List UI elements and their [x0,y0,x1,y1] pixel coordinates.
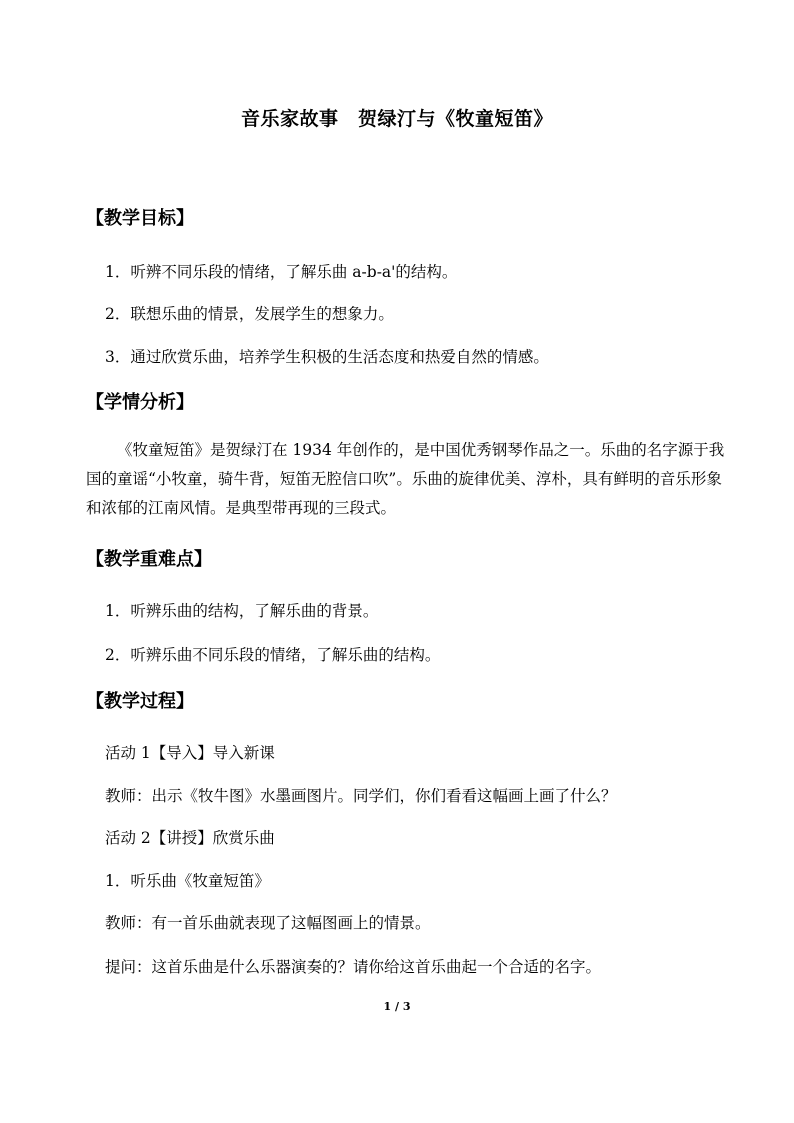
process-line-teacher-2: 教师：有一首乐曲就表现了这幅图画上的情景。 [105,914,431,932]
process-step-1: 1．听乐曲《牧童短笛》 [105,872,270,890]
key-point-item-1: 1．听辨乐曲的结构，了解乐曲的背景。 [105,602,379,620]
section-heading-process: 【教学过程】 [86,691,194,712]
process-line-teacher-1: 教师：出示《牧牛图》水墨画图片。同学们，你们看看这幅画上画了什么？ [105,787,617,805]
process-activity-2: 活动 2【讲授】欣赏乐曲 [105,829,275,847]
section-heading-objectives: 【教学目标】 [86,208,194,229]
process-line-question: 提问：这首乐曲是什么乐器演奏的？请你给这首乐曲起一个合适的名字。 [105,958,602,976]
section-heading-key-points: 【教学重难点】 [86,549,212,570]
section-heading-analysis: 【学情分析】 [86,392,194,413]
objective-item-3: 3．通过欣赏乐曲，培养学生积极的生活态度和热爱自然的情感。 [105,348,549,366]
document-title: 音乐家故事 贺绿汀与《牧童短笛》 [240,108,553,130]
process-activity-1: 活动 1【导入】导入新课 [105,744,275,762]
analysis-paragraph: 《牧童短笛》是贺绿汀在 1934 年创作的，是中国优秀钢琴作品之一。乐曲的名字源于我国的童谣“小牧童，骑牛背，短笛无腔信口吹”。乐曲的旋律优美、淳朴，具有鲜明的音乐形象和浓郁的江南风情。是典型带再现的三段式。 [86,441,725,517]
page-number: 1 / 3 [383,1000,411,1013]
key-point-item-2: 2．听辨乐曲不同乐段的情绪，了解乐曲的结构。 [105,646,441,664]
objective-item-2: 2．联想乐曲的情景，发展学生的想象力。 [105,305,394,323]
objective-item-1: 1．听辨不同乐段的情绪，了解乐曲 a-b-a'的结构。 [105,263,458,281]
